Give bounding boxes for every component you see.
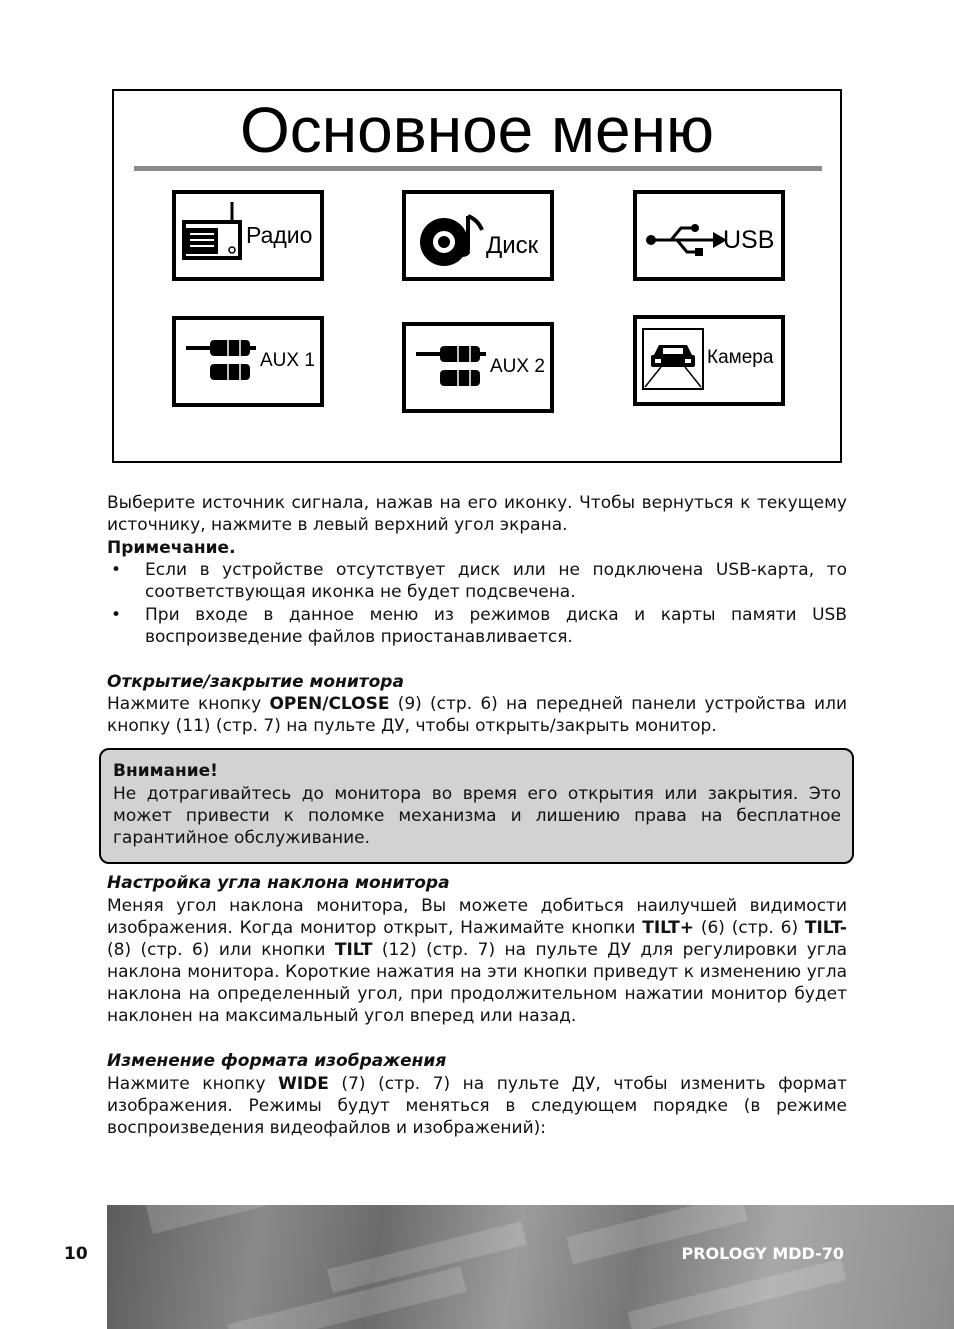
button-name-wide: WIDE xyxy=(278,1074,329,1094)
radio-icon xyxy=(180,200,244,270)
warning-box xyxy=(99,748,854,864)
warning-title: Внимание! xyxy=(113,761,218,781)
menu-tile-aux2[interactable] xyxy=(402,322,554,413)
usb-icon xyxy=(643,220,729,260)
tile-label-aux2: AUX 2 xyxy=(490,356,545,377)
menu-tile-radio[interactable] xyxy=(172,190,324,281)
button-name-tilt-minus: TILT- xyxy=(804,918,847,938)
text-run: Нажмите кнопку xyxy=(107,694,270,714)
bullet-glyph: • xyxy=(111,605,122,625)
aux-cable-icon xyxy=(414,342,490,392)
tile-label-disc: Диск xyxy=(486,232,539,259)
text-run: (7) (стр. 7) на пульте ДУ, чтобы изменить формат изображения. Режимы будут меняться в следующем порядке (в режиме воспроизведения видеофайлов и изображений): xyxy=(107,1074,847,1138)
text-run: (6) (стр. 6) xyxy=(694,918,805,938)
button-name-open-close: OPEN/CLOSE xyxy=(269,694,390,714)
disc-icon xyxy=(412,198,492,278)
car-camera-icon xyxy=(641,327,707,393)
tile-label-camera: Камера xyxy=(707,347,774,368)
tile-label-radio: Радио xyxy=(246,222,313,248)
menu-title-divider xyxy=(134,166,822,171)
menu-tile-aux1[interactable] xyxy=(172,316,324,407)
tile-label-aux1: AUX 1 xyxy=(260,350,315,371)
button-name-tilt: TILT xyxy=(334,940,373,960)
text-run: Нажмите кнопку xyxy=(107,1074,279,1094)
aux-cable-icon xyxy=(184,336,260,386)
menu-tile-usb[interactable] xyxy=(633,190,785,281)
tile-label-usb: USB xyxy=(723,226,775,254)
text-run: (8) (стр. 6) или кнопки xyxy=(107,940,335,960)
section-title-monitor-open: Открытие/закрытие монитора xyxy=(107,672,404,692)
wide-paragraph xyxy=(107,1073,847,1139)
monitor-open-paragraph xyxy=(107,693,847,737)
note-title: Примечание. xyxy=(107,538,236,558)
menu-tile-disc[interactable] xyxy=(402,190,554,281)
note-bullet-text: Если в устройстве отсутствует диск или не подключена USB-карта, то соответствующая иконка не будет подсвечена. xyxy=(145,560,847,602)
section-title-tilt: Настройка угла наклона монитора xyxy=(107,873,450,893)
footer-decoration xyxy=(146,1205,309,1234)
menu-title: Основное меню xyxy=(240,94,714,166)
bullet-glyph: • xyxy=(111,560,122,580)
brand-label: PROLOGY MDD-70 xyxy=(681,1244,844,1263)
text-run: Меняя угол наклона монитора, Вы можете добиться наилучшей видимости изображения. Когда монитор открыт, Нажимайте кнопки xyxy=(107,896,847,938)
footer-decoration xyxy=(628,1259,847,1329)
button-name-tilt-plus: TILT+ xyxy=(642,918,695,938)
note-bullet-text: При входе в данное меню из режимов диска и карты памяти USB воспроизведение файлов приостанавливается. xyxy=(145,605,847,647)
intro-paragraph: Выберите источник сигнала, нажав на его иконку. Чтобы вернуться к текущему источнику, нажмите в левый верхний угол экрана. xyxy=(107,493,847,535)
section-title-wide: Изменение формата изображения xyxy=(107,1051,447,1071)
page-number: 10 xyxy=(64,1244,88,1264)
text-run: (12) (стр. 7) на пульте ДУ для регулировки угла наклона монитора. Короткие нажатия на эти кнопки приведут к изменению угла наклона на определенный угол, при продолжительном нажатии монитор будет наклонен на максимальный угол вперед или назад. xyxy=(107,940,847,1026)
menu-tile-camera[interactable] xyxy=(633,315,785,406)
text-run: (9) (стр. 6) на передней панели устройства или кнопку (11) (стр. 7) на пульте ДУ, чтобы открыть/закрыть монитор. xyxy=(107,694,847,736)
footer-band xyxy=(107,1205,954,1329)
warning-text: Не дотрагивайтесь до монитора во время его открытия или закрытия. Это может привести к поломке механизма и лишению права на бесплатное гарантийное обслуживание. xyxy=(113,784,841,848)
tilt-paragraph xyxy=(107,895,847,1027)
